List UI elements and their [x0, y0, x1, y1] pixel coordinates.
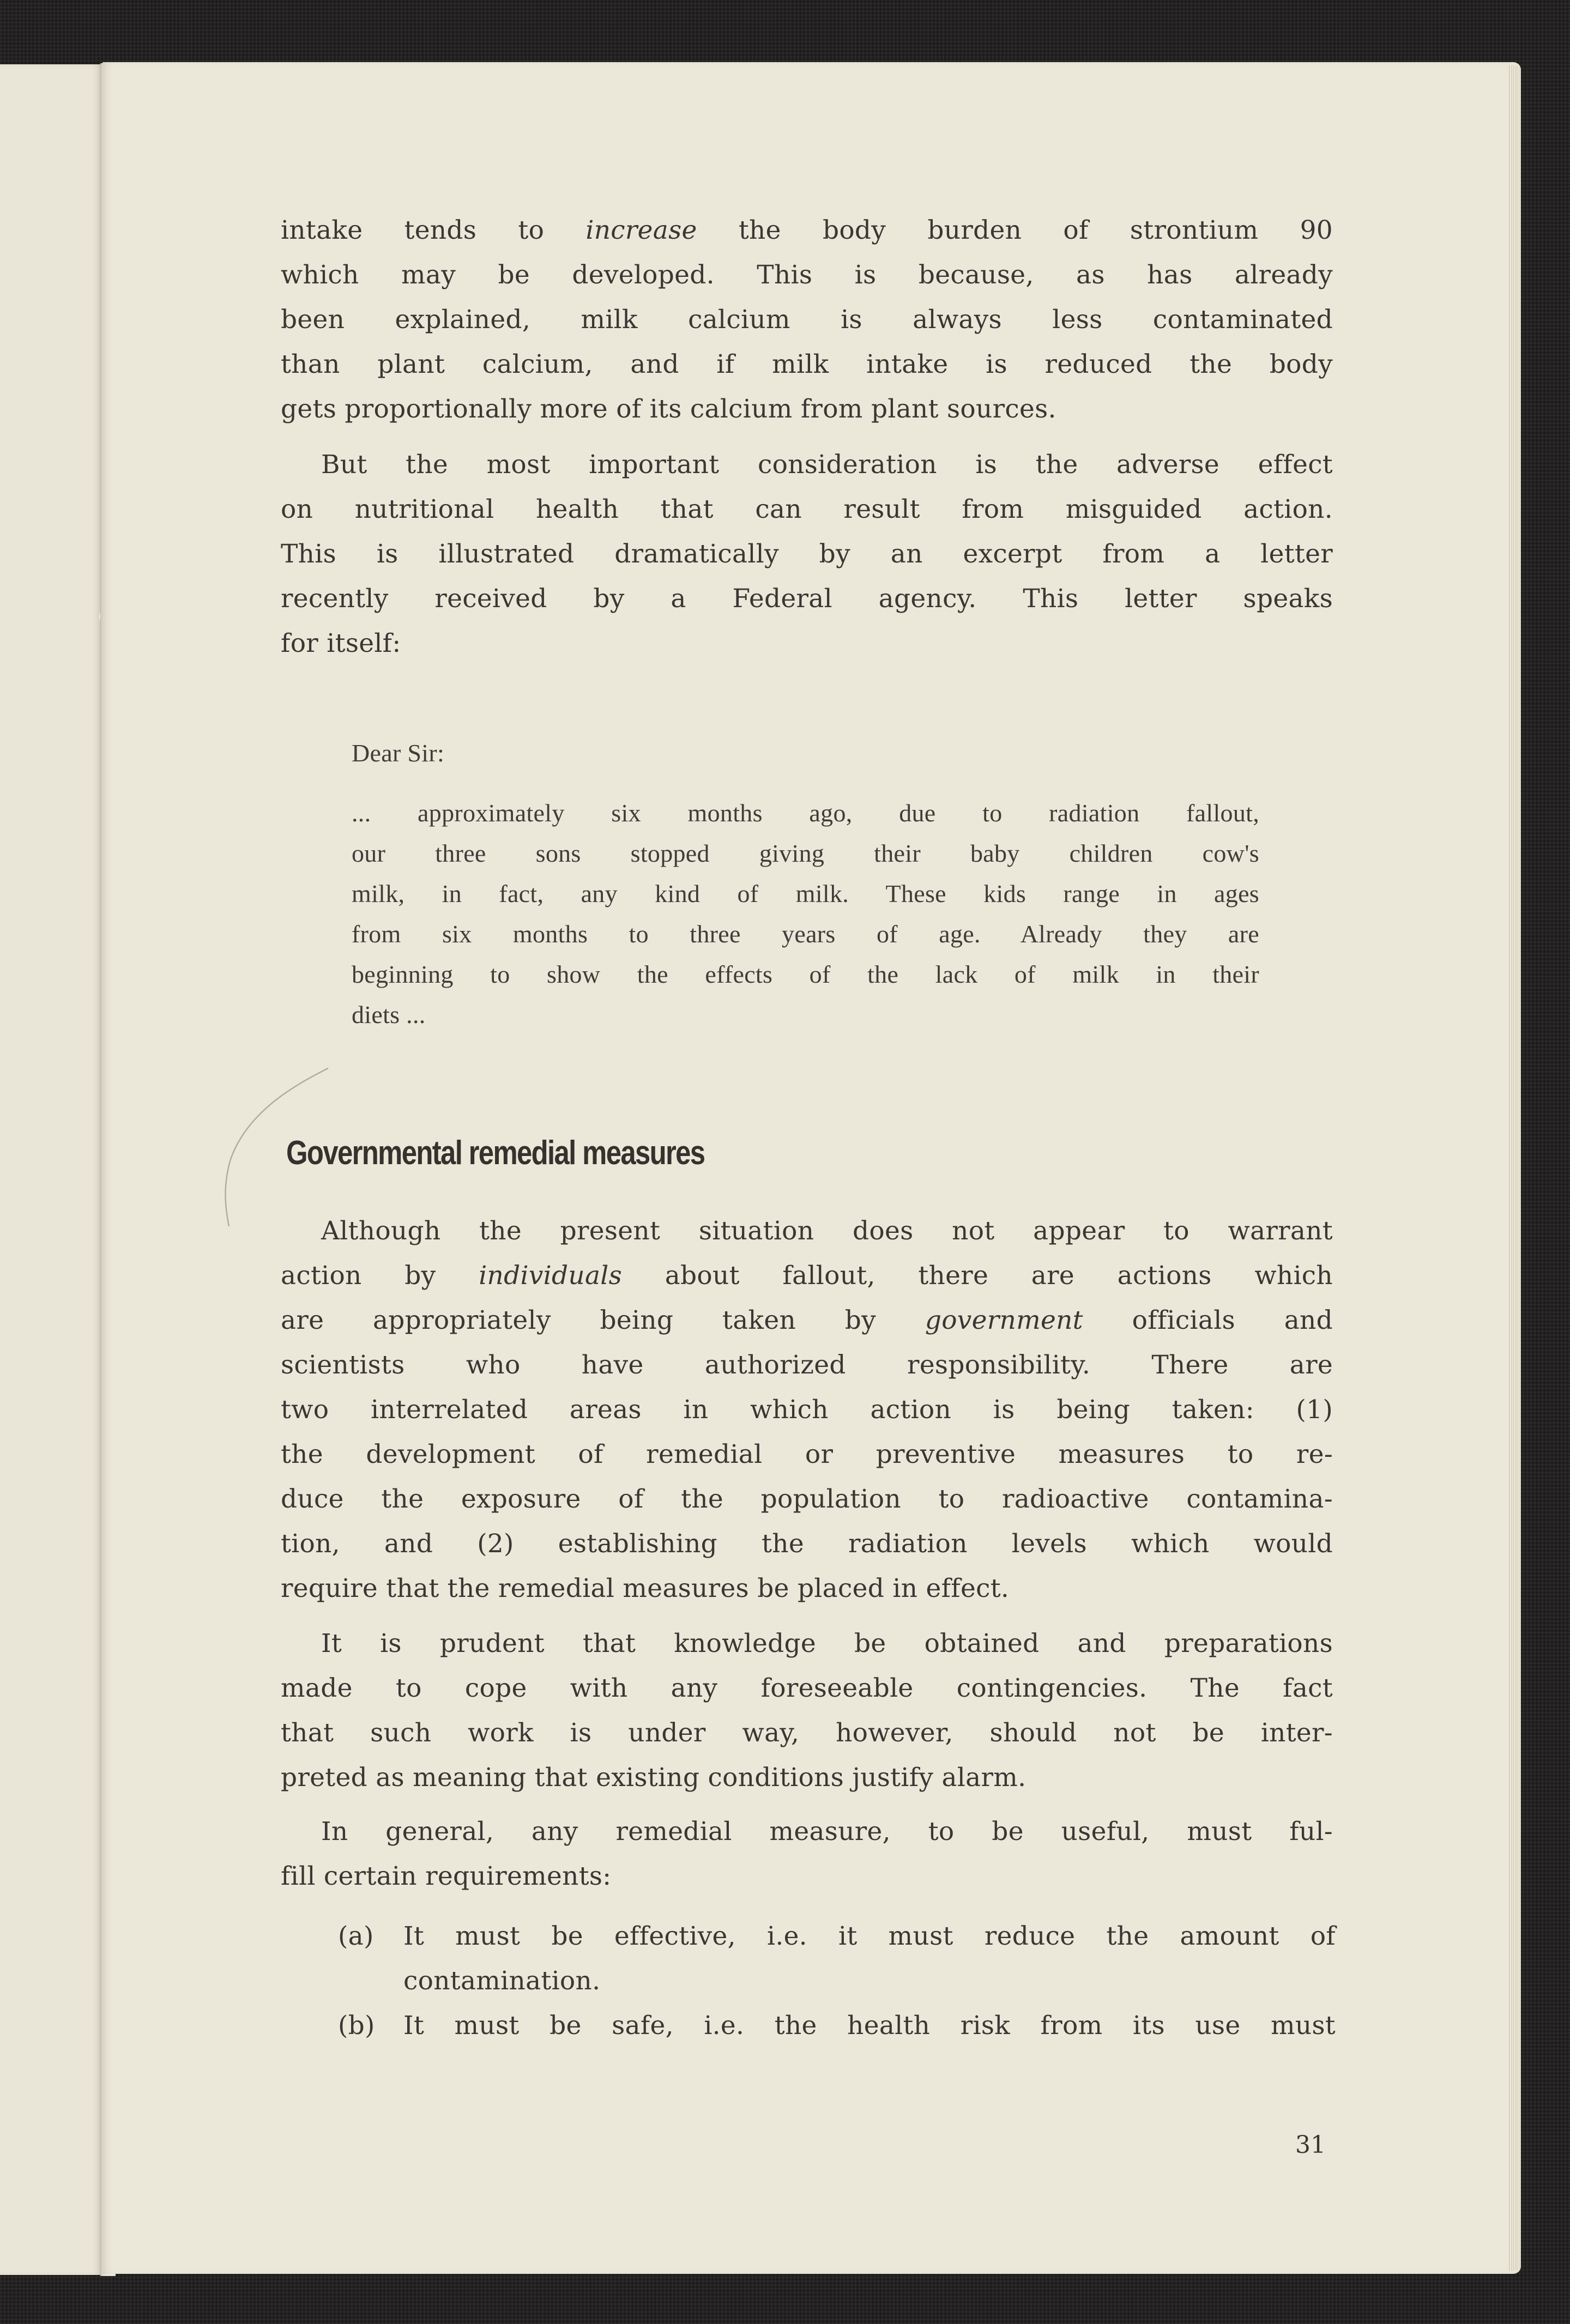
text-line: which may be developed. This is because, as has already [281, 260, 1333, 290]
text-line: It is prudent that knowledge be obtained and preparations [321, 1629, 1333, 1659]
text-line: on nutritional health that can result from misguided action. [281, 494, 1333, 524]
letter-line: milk, in fact, any kind of milk. These kids range in ages [352, 880, 1259, 907]
section-heading: Governmental remedial measures [286, 1134, 705, 1172]
text-line: require that the remedial measures be placed in effect. [281, 1573, 1010, 1603]
paragraph-continuation [281, 208, 1333, 432]
text-line: This is illustrated dramatically by an excerpt from a letter [281, 539, 1333, 569]
emphasis-increase: increase [585, 215, 697, 245]
letter-line: beginning to show the effects of the lack of milk in their [352, 960, 1259, 988]
letter-line: our three sons stopped giving their baby children cow's [352, 839, 1259, 867]
text-line: are appropriately being taken by government officials and [281, 1305, 1333, 1335]
quoted-letter-salutation: Dear Sir: [352, 739, 445, 767]
text-line: Although the present situation does not appear to warrant [321, 1216, 1333, 1246]
text-line: two interrelated areas in which action is being taken: (1) [281, 1395, 1333, 1425]
emphasis-government: government [925, 1305, 1083, 1335]
text-line: contamination. [403, 1966, 601, 1996]
text-line: been explained, milk calcium is always less contaminated [281, 305, 1333, 335]
text-line: for itself: [281, 628, 401, 658]
page-edge-stack [1509, 65, 1521, 2271]
text-line: gets proportionally more of its calcium from plant sources. [281, 394, 1056, 424]
quoted-letter-excerpt [352, 793, 1259, 1035]
text-line: made to cope with any foreseeable contingencies. The fact [281, 1673, 1333, 1703]
letter-line: diets ... [352, 1001, 426, 1028]
letter-line: ... approximately six months ago, due to radiation fallout, [352, 799, 1259, 827]
text-line: In general, any remedial measure, to be useful, must ful- [321, 1817, 1333, 1847]
paragraph-prudent-preparations [281, 1621, 1333, 1800]
text-line: It must be effective, i.e. it must reduce the amount of [403, 1921, 1336, 1951]
facing-left-page [0, 64, 101, 2275]
text-line: intake tends to increase the body burden of strontium 90 [281, 215, 1333, 245]
paragraph-adverse-effect [281, 443, 1333, 666]
text-line: duce the exposure of the population to radioactive contamina- [281, 1484, 1333, 1514]
letter-line: from six months to three years of age. Already they are [352, 920, 1259, 948]
list-label: (a) [338, 1921, 374, 1951]
paragraph-requirements-intro [281, 1809, 1333, 1899]
text-line: It must be safe, i.e. the health risk from its use must [403, 2011, 1336, 2041]
text-line: the development of remedial or preventive measures to re- [281, 1439, 1333, 1469]
page-number: 31 [1295, 2131, 1326, 2159]
text-line: than plant calcium, and if milk intake is reduced the body [281, 349, 1333, 379]
paragraph-governmental-action [281, 1209, 1333, 1611]
emphasis-individuals: individuals [479, 1261, 623, 1291]
text-line: action by individuals about fallout, there are actions which [281, 1261, 1333, 1291]
text-line: that such work is under way, however, should not be inter- [281, 1718, 1333, 1748]
text-line: scientists who have authorized responsibility. There are [281, 1350, 1333, 1380]
text-line: recently received by a Federal agency. This letter speaks [281, 584, 1333, 614]
text-line: fill certain requirements: [281, 1861, 612, 1891]
list-label: (b) [338, 2011, 375, 2041]
text-line: But the most important consideration is the adverse effect [321, 450, 1333, 480]
text-line: tion, and (2) establishing the radiation levels which would [281, 1529, 1333, 1559]
text-line: preted as meaning that existing conditions justify alarm. [281, 1763, 1026, 1793]
